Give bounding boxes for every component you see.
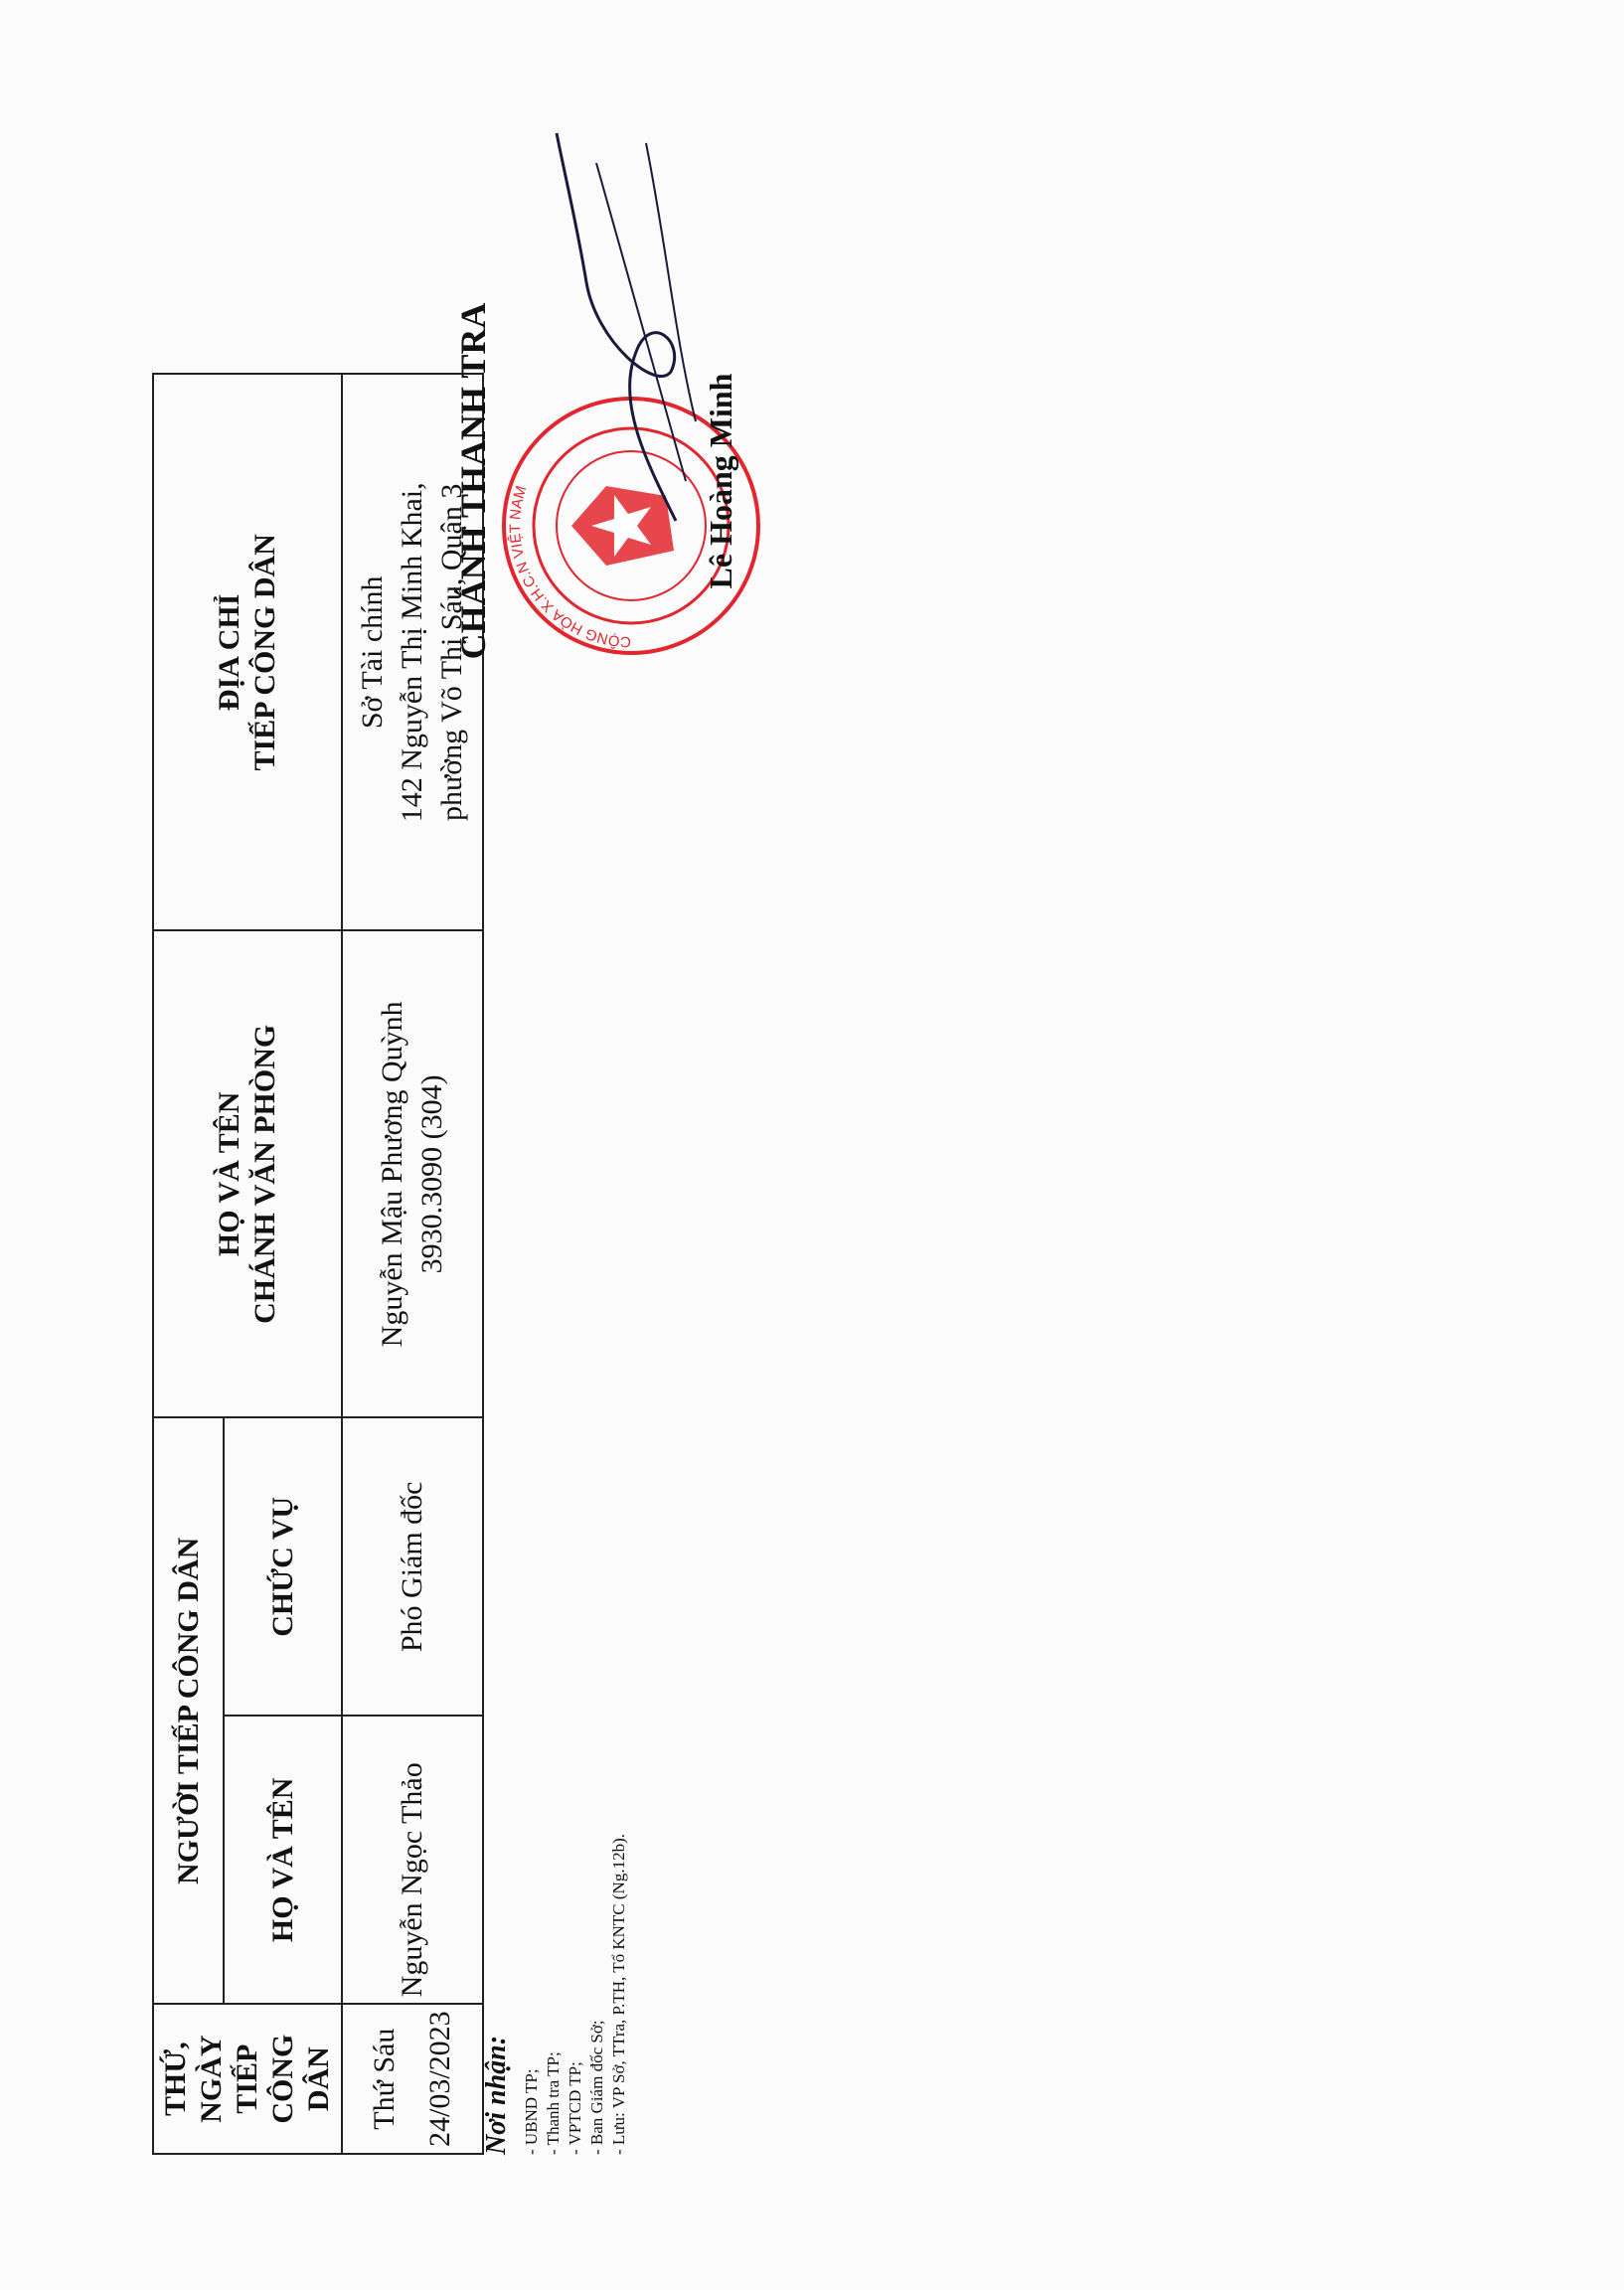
signer-role: CHÁNH THANH TRA (453, 302, 493, 660)
recipient-item: - Lưu: VP Sở, TTra, P.TH, Tổ KNTC (Ng.12b). (609, 1834, 628, 2155)
table-header-row (153, 374, 224, 2154)
recipient-item: - Thanh tra TP; (544, 2051, 563, 2155)
chief-name: Nguyễn Mậu Phương Quỳnh (376, 1001, 408, 1348)
recipient-item: - UBND TP; (522, 2068, 541, 2155)
recipients-block (477, 1834, 630, 2155)
svg-text:CỘNG HÒA X.H.C.N VIỆT NAM: CỘNG HÒA X.H.C.N VIỆT NAM (506, 483, 632, 651)
signer-name: Lê Hoàng Minh (703, 373, 738, 589)
header-reception-group: NGƯỜI TIẾP CÔNG DÂN (153, 1417, 224, 2004)
signature-block (452, 272, 739, 690)
date-text: 24/03/2023 (423, 2011, 456, 2147)
cell-chief (342, 930, 483, 1417)
address-line: phường Võ Thị Sáu, Quận 3 (435, 483, 468, 822)
cell-date (342, 2004, 483, 2154)
chief-phone: 3930.3090 (304) (415, 1074, 448, 1274)
header-reception-name: HỌ VÀ TÊN (224, 1716, 342, 2004)
header-office-chief: HỌ VÀ TÊN CHÁNH VĂN PHÒNG (153, 930, 342, 1417)
recipients-title: Nơi nhận: (481, 2035, 512, 2155)
recipient-item: - VPTCD TP; (566, 2061, 584, 2155)
day-text: Thứ Sáu (368, 2028, 401, 2130)
address-line: 142 Nguyễn Thị Minh Khai, (396, 482, 428, 823)
recipient-item: - Ban Giám đốc Sở; (587, 2020, 606, 2155)
header-date: THỨ, NGÀY TIẾP CÔNG DÂN (153, 2004, 342, 2154)
reception-schedule-table (152, 373, 484, 2155)
cell-reception-name: Nguyễn Ngọc Thảo (342, 1716, 483, 2004)
cell-reception-position: Phó Giám đốc (342, 1417, 483, 1716)
header-reception-position: CHỨC VỤ (224, 1417, 342, 1716)
header-address: ĐỊA CHỈ TIẾP CÔNG DÂN (153, 374, 342, 930)
address-line: Sở Tài chính (356, 575, 389, 730)
